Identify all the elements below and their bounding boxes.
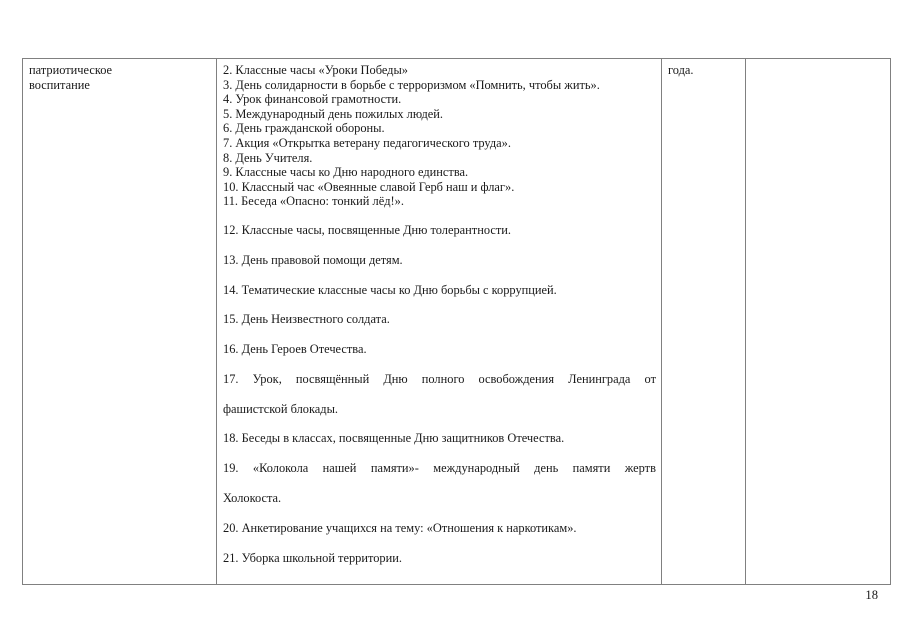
list-item: 13. День правовой помощи детям. <box>223 252 403 267</box>
justified-line <box>223 372 656 387</box>
justified-word: Дню <box>383 371 408 386</box>
activities-table <box>22 58 891 585</box>
justified-word: Урок, <box>252 371 282 386</box>
justified-word: международный <box>433 461 520 476</box>
list-item: 7. Акция «Открытка ветерану педагогического труда». <box>223 135 511 150</box>
list-item: 12. Классные часы, посвященные Дню толерантности. <box>223 222 512 237</box>
list-item: 4. Урок финансовой грамотности. <box>223 92 402 107</box>
list-item: 15. День Неизвестного солдата. <box>223 312 390 327</box>
list-item: 18. Беседы в классах, посвященные Дню защитников Отечества. <box>223 431 565 446</box>
list-item: 6. День гражданской обороны. <box>223 121 385 136</box>
cell-responsible <box>746 59 891 585</box>
list-item: 5. Международный день пожилых людей. <box>223 106 443 121</box>
justified-line-2: Холокоста. <box>223 490 282 505</box>
page-number: 18 <box>865 588 878 602</box>
justified-line <box>223 461 656 476</box>
justified-word: памяти <box>572 461 611 476</box>
list-item: 3. День солидарности в борьбе с терроризмом «Помнить, чтобы жить». <box>223 77 600 92</box>
justified-word: жертв <box>624 461 656 476</box>
justified-word: день <box>534 461 559 476</box>
cell-period: года. <box>662 59 746 585</box>
cell-activities <box>217 59 662 585</box>
list-item-justified <box>223 372 656 416</box>
list-item: 16. День Героев Отечества. <box>223 342 367 357</box>
list-item: 9. Классные часы ко Дню народного единства. <box>223 165 469 180</box>
activities-loose-list <box>223 223 656 565</box>
list-item: 20. Анкетирование учащихся на тему: «Отношения к наркотикам». <box>223 520 577 535</box>
category-line-2: воспитание <box>29 77 90 92</box>
list-item-justified <box>223 461 656 505</box>
justified-word: 17. <box>223 371 239 386</box>
list-item: 2. Классные часы «Уроки Победы» <box>223 63 409 77</box>
table-row <box>23 59 891 585</box>
justified-word: 19. <box>223 461 239 476</box>
justified-word: «Колокола <box>252 461 309 476</box>
list-item: 10. Классный час «Овеянные славой Герб наш и флаг». <box>223 179 515 194</box>
justified-word: памяти»- <box>370 461 419 476</box>
justified-word: освобождения <box>478 371 555 386</box>
list-item: 11. Беседа «Опасно: тонкий лёд!». <box>223 194 404 209</box>
justified-word: посвящённый <box>295 371 370 386</box>
category-line-1: патриотическое <box>29 63 113 77</box>
justified-word: Ленинграда <box>568 371 631 386</box>
justified-line-2: фашистской блокады. <box>223 401 339 416</box>
list-item: 14. Тематические классные часы ко Дню борьбы с коррупцией. <box>223 282 557 297</box>
activities-tight-list <box>223 63 656 209</box>
justified-word: полного <box>421 371 465 386</box>
list-item: 21. Уборка школьной территории. <box>223 550 402 565</box>
cell-category <box>23 59 217 585</box>
justified-word: нашей <box>322 461 357 476</box>
list-item: 8. День Учителя. <box>223 150 313 165</box>
justified-word: от <box>644 371 656 386</box>
